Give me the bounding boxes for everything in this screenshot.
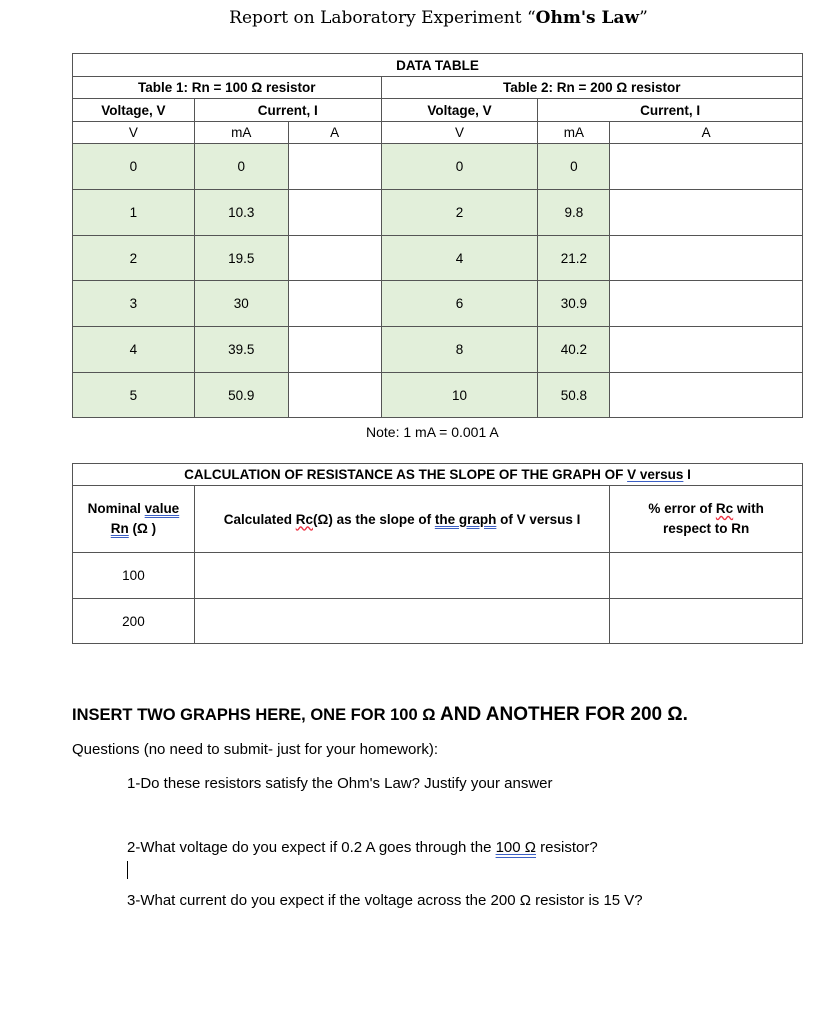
- question-3: 3-What current do you expect if the voltage across the 200 Ω resistor is 15 V?: [127, 892, 643, 909]
- nominal-value-header: Nominal value Rn (Ω ): [73, 486, 195, 553]
- table1-title: Table 1: Rn = 100 Ω resistor: [73, 77, 382, 99]
- table2-title: Table 2: Rn = 200 Ω resistor: [381, 77, 802, 99]
- percent-error-header: % error of Rc with respect to Rn: [610, 486, 803, 553]
- table-row: [73, 236, 803, 281]
- t2-voltage-cell: 0: [381, 144, 538, 190]
- table2-current-header: Current, I: [538, 99, 803, 122]
- table2-unit-a: A: [610, 122, 803, 144]
- table1-voltage-header: Voltage, V: [73, 99, 195, 122]
- t2-voltage-cell: 4: [381, 236, 538, 281]
- t1-ma-cell: 10.3: [194, 190, 288, 236]
- table-row: [73, 373, 803, 418]
- table-row: [73, 190, 803, 236]
- t2-voltage-cell: 6: [381, 281, 538, 327]
- t1-a-cell[interactable]: [288, 236, 381, 281]
- questions-intro: Questions (no need to submit- just for your homework):: [72, 741, 438, 758]
- calculation-heading: CALCULATION OF RESISTANCE AS THE SLOPE OF THE GRAPH OF V versus I: [73, 464, 803, 486]
- calculated-value-cell[interactable]: [194, 599, 609, 644]
- error-value-cell[interactable]: [610, 599, 803, 644]
- t2-voltage-cell: 8: [381, 327, 538, 373]
- table2-unit-v: V: [381, 122, 538, 144]
- insert-graphs-instruction: INSERT TWO GRAPHS HERE, ONE FOR 100 Ω AND ANOTHER FOR 200 Ω.: [72, 704, 688, 725]
- t1-voltage-cell: 0: [73, 144, 195, 190]
- nominal-value-cell: 100: [73, 553, 195, 599]
- question-1: 1-Do these resistors satisfy the Ohm's Law? Justify your answer: [127, 775, 553, 792]
- t2-a-cell[interactable]: [610, 373, 803, 418]
- table2-voltage-header: Voltage, V: [381, 99, 538, 122]
- table1-unit-a: A: [288, 122, 381, 144]
- t2-ma-cell: 50.8: [538, 373, 610, 418]
- t2-voltage-cell: 2: [381, 190, 538, 236]
- table2-unit-ma: mA: [538, 122, 610, 144]
- t2-voltage-cell: 10: [381, 373, 538, 418]
- t2-ma-cell: 40.2: [538, 327, 610, 373]
- t2-ma-cell: 9.8: [538, 190, 610, 236]
- t1-a-cell[interactable]: [288, 327, 381, 373]
- t2-a-cell[interactable]: [610, 144, 803, 190]
- table-row: [73, 553, 803, 599]
- t1-a-cell[interactable]: [288, 144, 381, 190]
- question-2: 2-What voltage do you expect if 0.2 A goes through the 100 Ω resistor?: [127, 839, 598, 856]
- t1-voltage-cell: 2: [73, 236, 195, 281]
- t2-a-cell[interactable]: [610, 327, 803, 373]
- table-row: [73, 144, 803, 190]
- table1-current-header: Current, I: [194, 99, 381, 122]
- t2-ma-cell: 0: [538, 144, 610, 190]
- t2-a-cell[interactable]: [610, 281, 803, 327]
- error-value-cell[interactable]: [610, 553, 803, 599]
- table1-unit-v: V: [73, 122, 195, 144]
- calculated-resistance-header: Calculated Rc(Ω) as the slope of the graph of V versus I: [194, 486, 609, 553]
- t1-a-cell[interactable]: [288, 373, 381, 418]
- t1-ma-cell: 0: [194, 144, 288, 190]
- table-row: [73, 281, 803, 327]
- t1-voltage-cell: 3: [73, 281, 195, 327]
- calculated-value-cell[interactable]: [194, 553, 609, 599]
- document-title: Report on Laboratory Experiment “Ohm's Law”: [229, 8, 648, 28]
- t2-ma-cell: 30.9: [538, 281, 610, 327]
- t2-a-cell[interactable]: [610, 190, 803, 236]
- t1-ma-cell: 39.5: [194, 327, 288, 373]
- data-table-heading: DATA TABLE: [73, 54, 803, 77]
- nominal-value-cell: 200: [73, 599, 195, 644]
- unit-note: Note: 1 mA = 0.001 A: [366, 424, 499, 440]
- t1-ma-cell: 50.9: [194, 373, 288, 418]
- t1-ma-cell: 30: [194, 281, 288, 327]
- t1-voltage-cell: 5: [73, 373, 195, 418]
- t1-ma-cell: 19.5: [194, 236, 288, 281]
- calculation-table: [72, 463, 803, 644]
- t2-a-cell[interactable]: [610, 236, 803, 281]
- table-row: [73, 599, 803, 644]
- data-table: [72, 53, 803, 418]
- table-row: [73, 327, 803, 373]
- table1-unit-ma: mA: [194, 122, 288, 144]
- t1-voltage-cell: 4: [73, 327, 195, 373]
- t2-ma-cell: 21.2: [538, 236, 610, 281]
- t1-a-cell[interactable]: [288, 190, 381, 236]
- t1-a-cell[interactable]: [288, 281, 381, 327]
- text-cursor: [127, 861, 128, 879]
- t1-voltage-cell: 1: [73, 190, 195, 236]
